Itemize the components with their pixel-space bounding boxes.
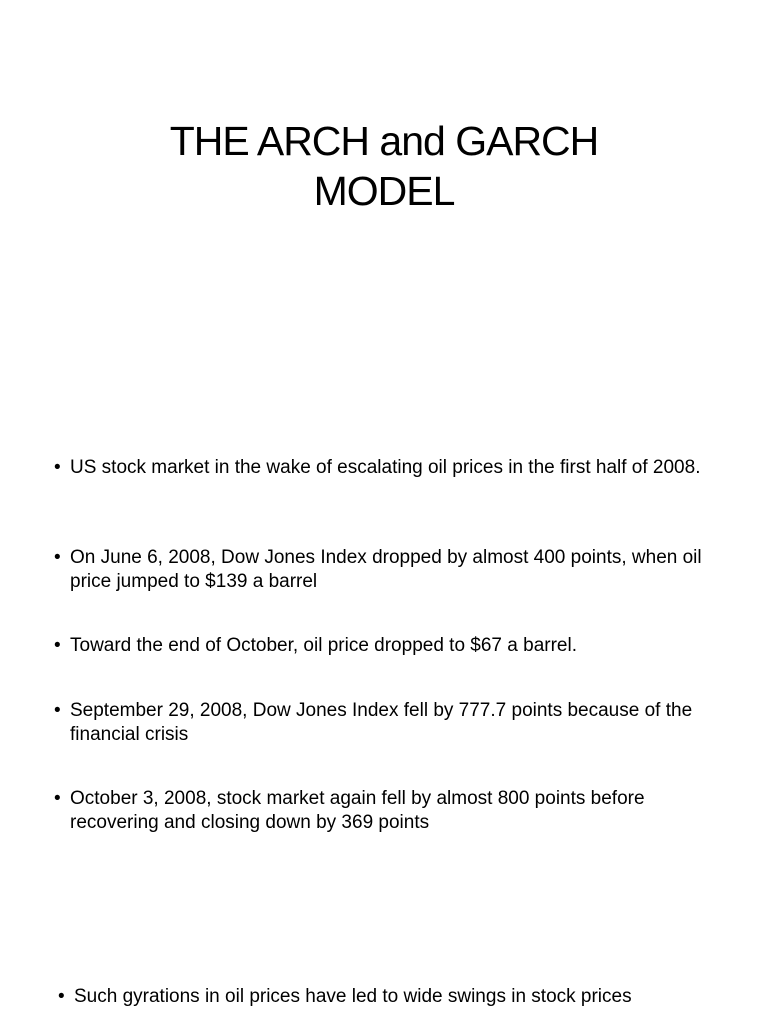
slide-title-line-2: MODEL xyxy=(313,168,455,214)
bullet-text: Toward the end of October, oil price dropped to $67 a barrel. xyxy=(70,635,577,656)
bullet-text: Such gyrations in oil prices have led to wide swings in stock prices xyxy=(74,986,632,1007)
bullet-item xyxy=(54,456,734,480)
bullet-dot-icon: • xyxy=(54,635,61,656)
bullet-item xyxy=(58,985,748,1009)
bullet-item xyxy=(54,546,734,594)
bullet-text: September 29, 2008, Dow Jones Index fell by 777.7 points because of the financial crisis xyxy=(70,700,693,745)
bullet-text: US stock market in the wake of escalating oil prices in the first half of 2008. xyxy=(70,457,701,478)
bullet-dot-icon: • xyxy=(54,700,61,721)
bullet-text: October 3, 2008, stock market again fell by almost 800 points before recovering and closing down by 369 points xyxy=(70,788,645,833)
bullet-dot-icon: • xyxy=(54,547,61,568)
slide-title-line-1: THE ARCH and GARCH xyxy=(169,118,599,164)
slide-title xyxy=(0,116,768,216)
bullet-dot-icon: • xyxy=(54,457,61,478)
bullet-dot-icon: • xyxy=(58,986,65,1007)
bullet-dot-icon: • xyxy=(54,788,61,809)
bullet-item xyxy=(54,699,734,747)
bullet-text: On June 6, 2008, Dow Jones Index dropped by almost 400 points, when oil price jumped to $139 a barrel xyxy=(70,547,702,592)
bullet-item xyxy=(54,787,734,835)
bullet-item xyxy=(54,634,734,658)
